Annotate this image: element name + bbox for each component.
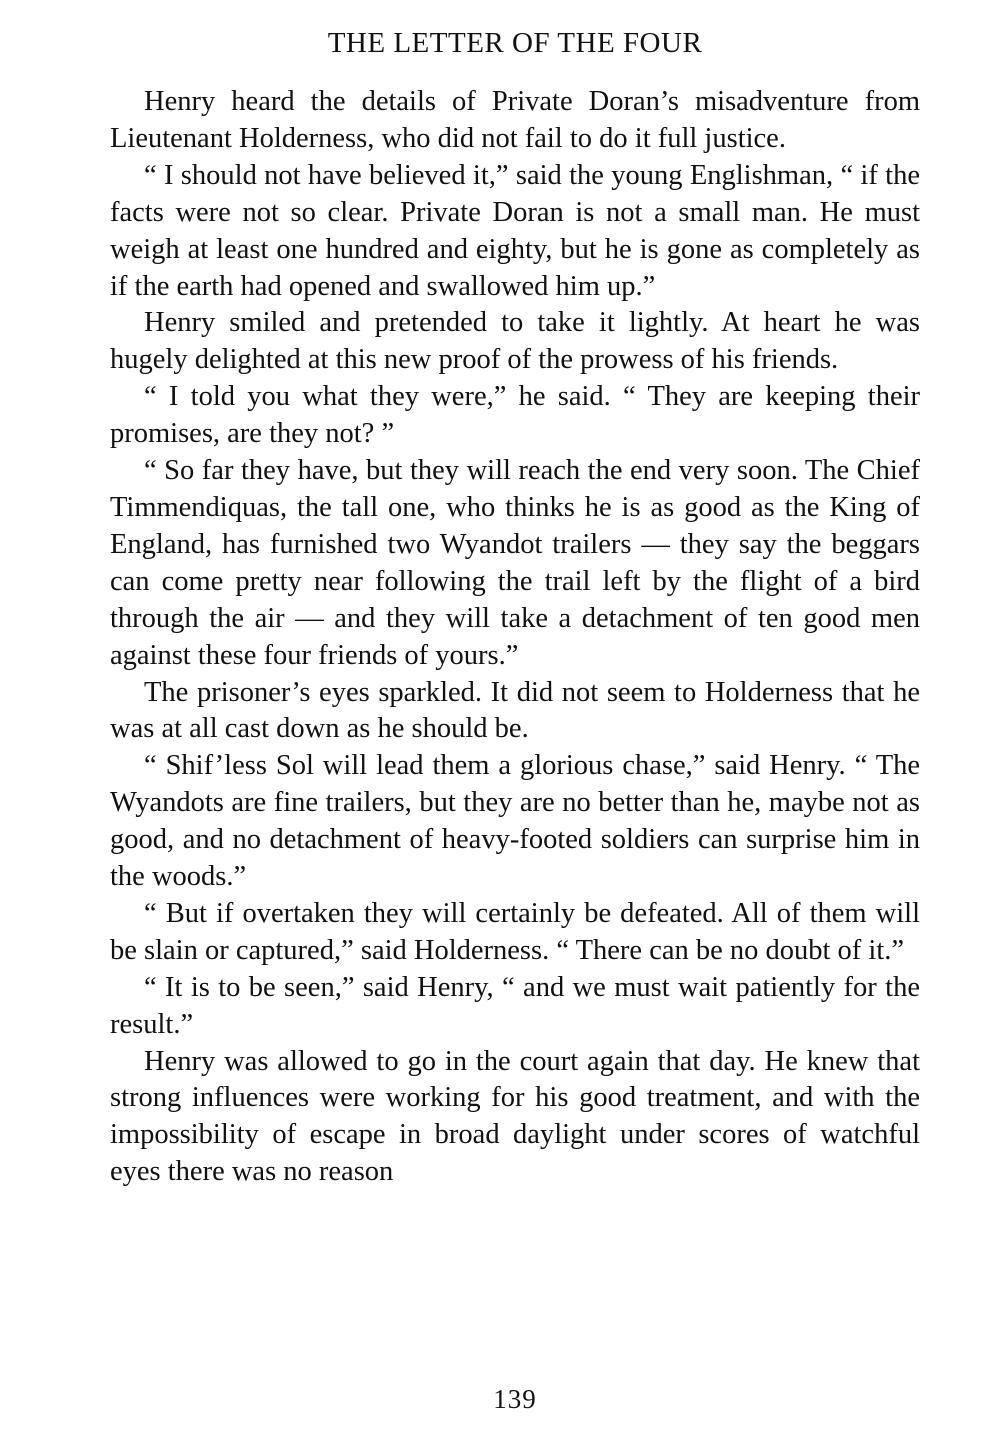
- paragraph: “ It is to be seen,” said Henry, “ and we must wait patiently for the result.”: [110, 971, 920, 1040]
- paragraph: Henry smiled and pretended to take it lightly. At heart he was hugely delighted at this new proof of the prowess of his friends.: [110, 307, 920, 376]
- paragraph: “ Shif’less Sol will lead them a glorious chase,” said Henry. “ The Wyandots are fine trailers, but they are no better than he, maybe not as good, and no detachment of heavy-footed soldiers can surprise him in the woods.”: [110, 750, 920, 893]
- page-number: 139: [493, 1384, 537, 1414]
- paragraph: “ So far they have, but they will reach the end very soon. The Chief Timmendiquas, the tall one, who thinks he is as good as the King of England, has furnished two Wyandot trailers — they say the beggars can come pretty near following the trail left by the flight of a bird through the air — and they will take a detachment of ten good men against these four friends of yours.”: [110, 455, 920, 671]
- book-page: [110, 20, 920, 1415]
- paragraph: “ I should not have believed it,” said the young Englishman, “ if the facts were not so clear. Private Doran is not a small man. He must weigh at least one hundred and eighty, but he is gone as completely as if the earth had opened and swallowed him up.”: [110, 159, 920, 302]
- body-text: [110, 84, 920, 1191]
- paragraph: “ I told you what they were,” he said. “ They are keeping their promises, are they not? ”: [110, 381, 920, 450]
- running-head: THE LETTER OF THE FOUR: [327, 27, 703, 59]
- paragraph: Henry heard the details of Private Doran’s misadventure from Lieutenant Holderness, who did not fail to do it full justice.: [110, 86, 920, 154]
- paragraph: The prisoner’s eyes sparkled. It did not seem to Holderness that he was at all cast down as he should be.: [110, 676, 920, 745]
- paragraph: Henry was allowed to go in the court again that day. He knew that strong influences were working for his good treatment, and with the impossibility of escape in broad daylight under scores of watchful eyes there was no reason: [110, 1045, 920, 1188]
- paragraph: “ But if overtaken they will certainly be defeated. All of them will be slain or captured,” said Holderness. “ There can be no doubt of it.”: [110, 897, 920, 966]
